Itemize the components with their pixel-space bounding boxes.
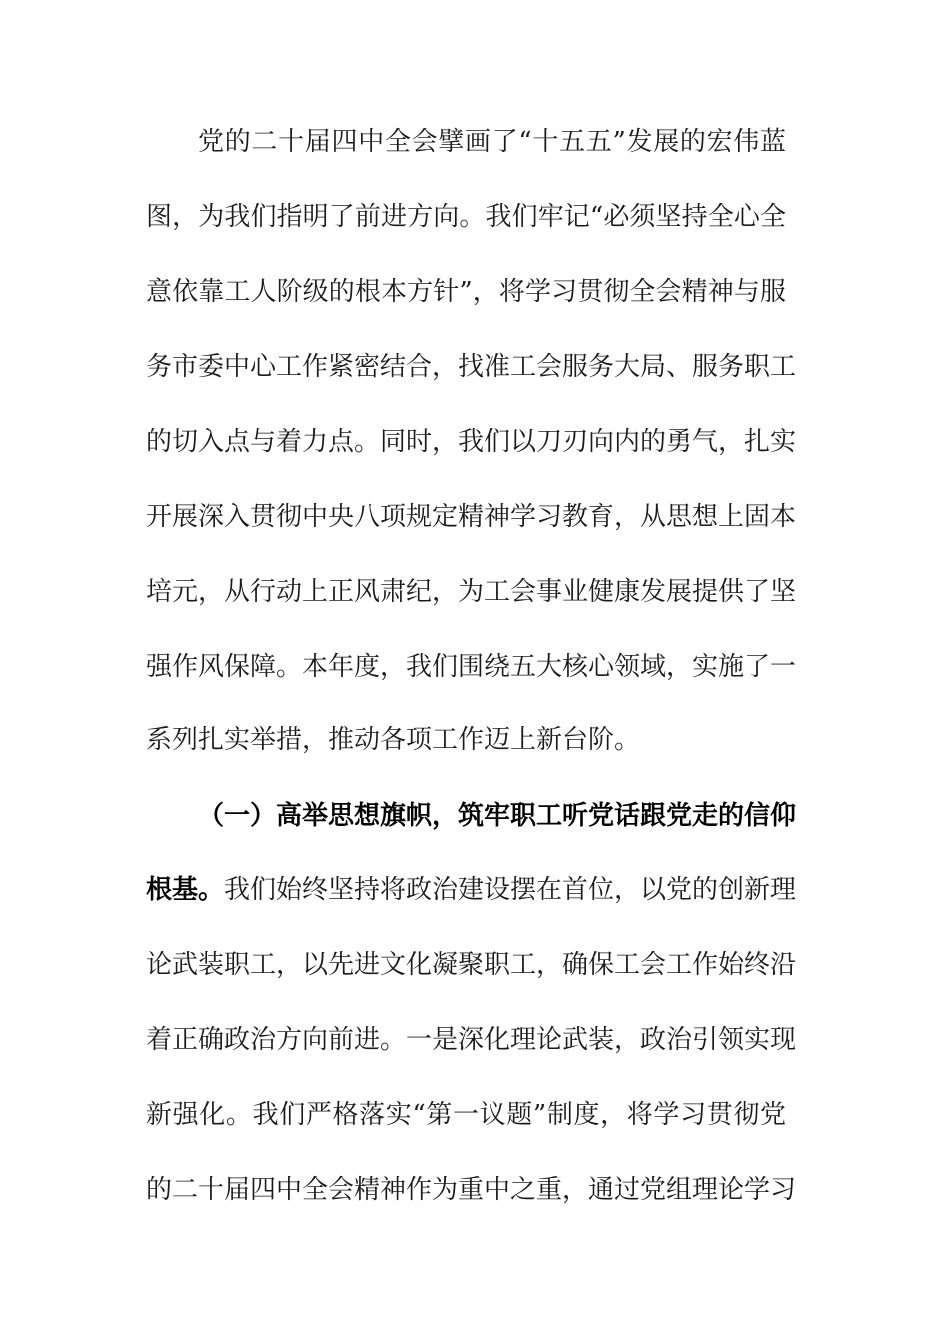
paragraph-2-line-4: 新强化。我们严格落实“第一议题”制度，将学习贯彻党 bbox=[146, 1100, 786, 1130]
section-heading-line-1: （一）高举思想旗帜，筑牢职工听党话跟党走的信仰 bbox=[198, 801, 797, 831]
paragraph-2-line-1-text: 我们始终坚持将政治建设摆在首位，以党的创新理 bbox=[224, 875, 797, 905]
paragraph-1-line-6: 开展深入贯彻中央八项规定精神学习教育，从思想上固本 bbox=[146, 502, 797, 532]
paragraph-1-line-8: 强作风保障。本年度，我们围绕五大核心领域，实施了一 bbox=[146, 652, 797, 682]
paragraph-2-line-3: 着正确政治方向前进。一是深化理论武装，政治引领实现 bbox=[146, 1025, 797, 1055]
paragraph-1-line-3: 意依靠工人阶级的根本方针”，将学习贯彻全会精神与服 bbox=[146, 277, 786, 307]
paragraph-2-line-1 bbox=[146, 870, 797, 910]
paragraph-1-line-4: 务市委中心工作紧密结合，找准工会服务大局、服务职工 bbox=[146, 352, 797, 382]
paragraph-1-line-2: 图，为我们指明了前进方向。我们牢记“必须坚持全心全 bbox=[146, 202, 786, 232]
paragraph-1-line-7: 培元，从行动上正风肃纪，为工会事业健康发展提供了坚 bbox=[146, 577, 797, 607]
paragraph-1-line-9: 系列扎实举措，推动各项工作迈上新台阶。 bbox=[146, 725, 641, 755]
paragraph-1-line-1: 党的二十届四中全会擘画了“十五五”发展的宏伟蓝 bbox=[198, 127, 786, 157]
paragraph-1-line-5: 的切入点与着力点。同时，我们以刀刃向内的勇气，扎实 bbox=[146, 427, 797, 457]
paragraph-2-line-2: 论武装职工，以先进文化凝聚职工，确保工会工作始终沿 bbox=[146, 950, 797, 980]
section-heading-line-2: 根基。 bbox=[146, 875, 225, 905]
paragraph-2-line-5: 的二十届四中全会精神作为重中之重，通过党组理论学习 bbox=[146, 1175, 797, 1205]
